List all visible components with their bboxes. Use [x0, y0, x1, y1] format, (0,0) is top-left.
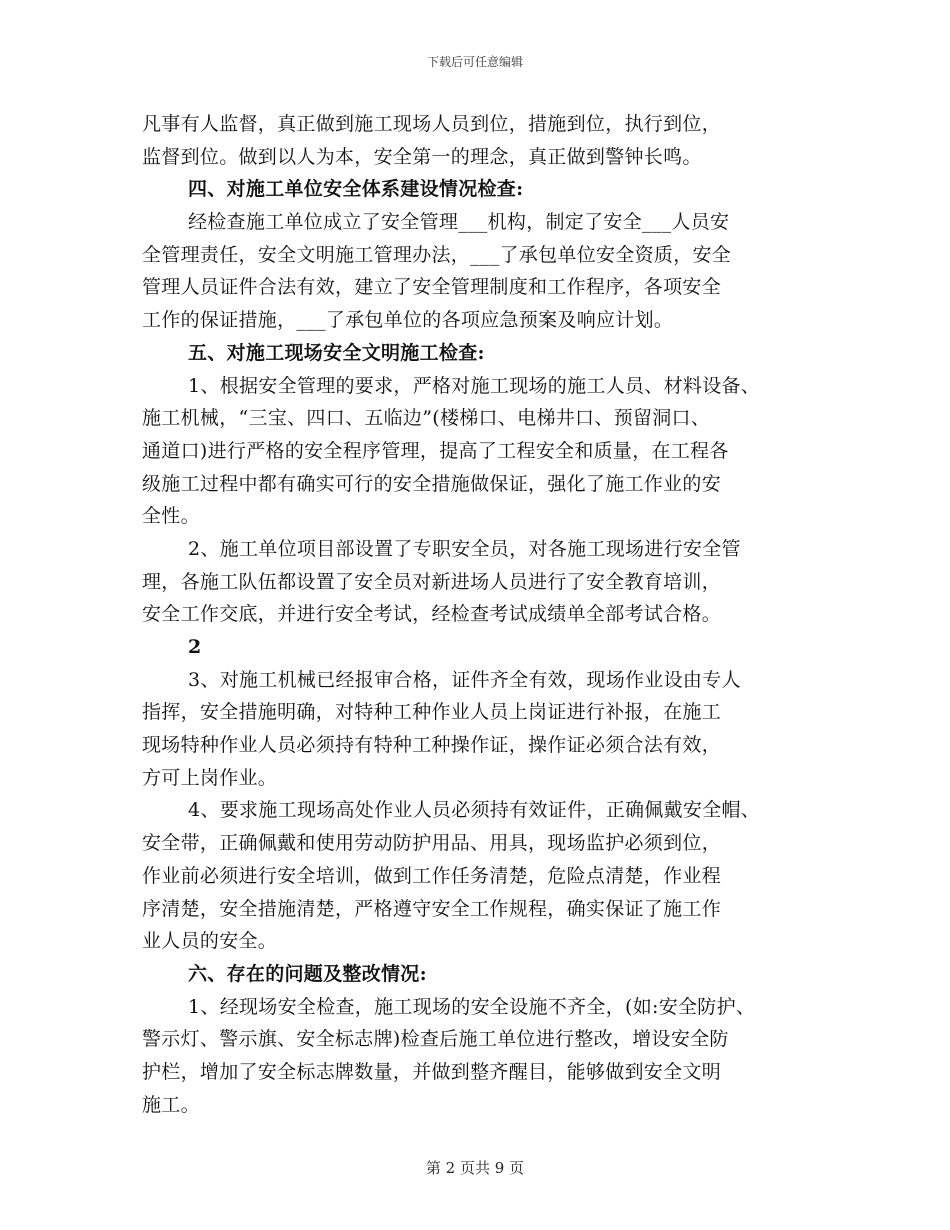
section-heading: 四、对施工单位安全体系建设情况检查: [188, 178, 524, 201]
paragraph-line: 凡事有人监督，真正做到施工现场人员到位，措施到位，执行到位， [142, 113, 722, 135]
paragraph-line: 全管理责任，安全文明施工管理办法，___了承包单位安全资质，安全 [142, 243, 732, 266]
paragraph-line: 4、要求施工现场高处作业人员必须持有效证件，正确佩戴安全帽、 [188, 799, 761, 822]
paragraph-line: 1、经现场安全检查，施工现场的安全设施不齐全，(如:安全防护、 [188, 995, 756, 1018]
paragraph-line: 施工。 [142, 1093, 200, 1116]
paragraph-line: 1、根据安全管理的要求，严格对施工现场的施工人员、材料设备、 [188, 374, 761, 397]
document-body [142, 108, 814, 1121]
paragraph-line: 指挥，安全措施明确，对特种工种作业人员上岗证进行补报，在施工 [142, 701, 722, 724]
paragraph-line: 施工机械，“三宝、四口、五临边”(楼梯口、电梯井口、预留洞口、 [142, 407, 711, 430]
section-heading: 2 [188, 636, 202, 658]
paragraph-line: 监督到位。做到以人为本，安全第一的理念，真正做到警钟长鸣。 [142, 145, 702, 168]
paragraph-line: 3、对施工机械已经报审合格，证件齐全有效，现场作业设由专人 [188, 668, 741, 691]
paragraph-line: 护栏，增加了安全标志牌数量，并做到整齐醒目，能够做到安全文明 [142, 1060, 722, 1083]
paragraph-line: 理，各施工队伍都设置了安全员对新进场人员进行了安全教育培训， [142, 570, 722, 593]
page-header: 下载后可任意编辑 [426, 55, 523, 69]
paragraph-line: 级施工过程中都有确实可行的安全措施做保证，强化了施工作业的安 [142, 472, 722, 495]
paragraph-line: 方可上岗作业。 [142, 766, 278, 789]
paragraph-line: 警示灯、警示旗、安全标志牌)检查后施工单位进行整改，增设安全防 [142, 1028, 729, 1051]
paragraph-line: 业人员的安全。 [142, 930, 278, 953]
paragraph-line: 安全带，正确佩戴和使用劳动防护用品、用具，现场监护必须到位， [142, 832, 722, 855]
paragraph-line: 工作的保证措施，___了承包单位的各项应急预案及响应计划。 [142, 309, 674, 332]
paragraph-line: 2、施工单位项目部设置了专职安全员，对各施工现场进行安全管 [188, 537, 741, 560]
paragraph-line: 现场特种作业人员必须持有特种工种操作证，操作证必须合法有效， [142, 734, 722, 757]
section-heading: 六、存在的问题及整改情况: [188, 962, 427, 985]
paragraph-line: 安全工作交底，并进行安全考试，经检查考试成绩单全部考试合格。 [142, 603, 722, 626]
paragraph-line: 经检查施工单位成立了安全管理___机构，制定了安全___人员安 [188, 211, 730, 234]
paragraph-line: 管理人员证件合法有效，建立了安全管理制度和工作程序，各项安全 [142, 276, 722, 299]
paragraph-line: 作业前必须进行安全培训，做到工作任务清楚，危险点清楚，作业程 [142, 864, 722, 887]
paragraph-line: 全性。 [142, 505, 200, 528]
paragraph-line: 通道口)进行严格的安全程序管理，提高了工程安全和质量，在工程各 [142, 439, 729, 462]
page-footer: 第 2 页共 9 页 [425, 1159, 525, 1177]
paragraph-line: 序清楚，安全措施清楚，严格遵守安全工作规程，确实保证了施工作 [142, 897, 722, 920]
section-heading: 五、对施工现场安全文明施工检查: [188, 341, 485, 364]
